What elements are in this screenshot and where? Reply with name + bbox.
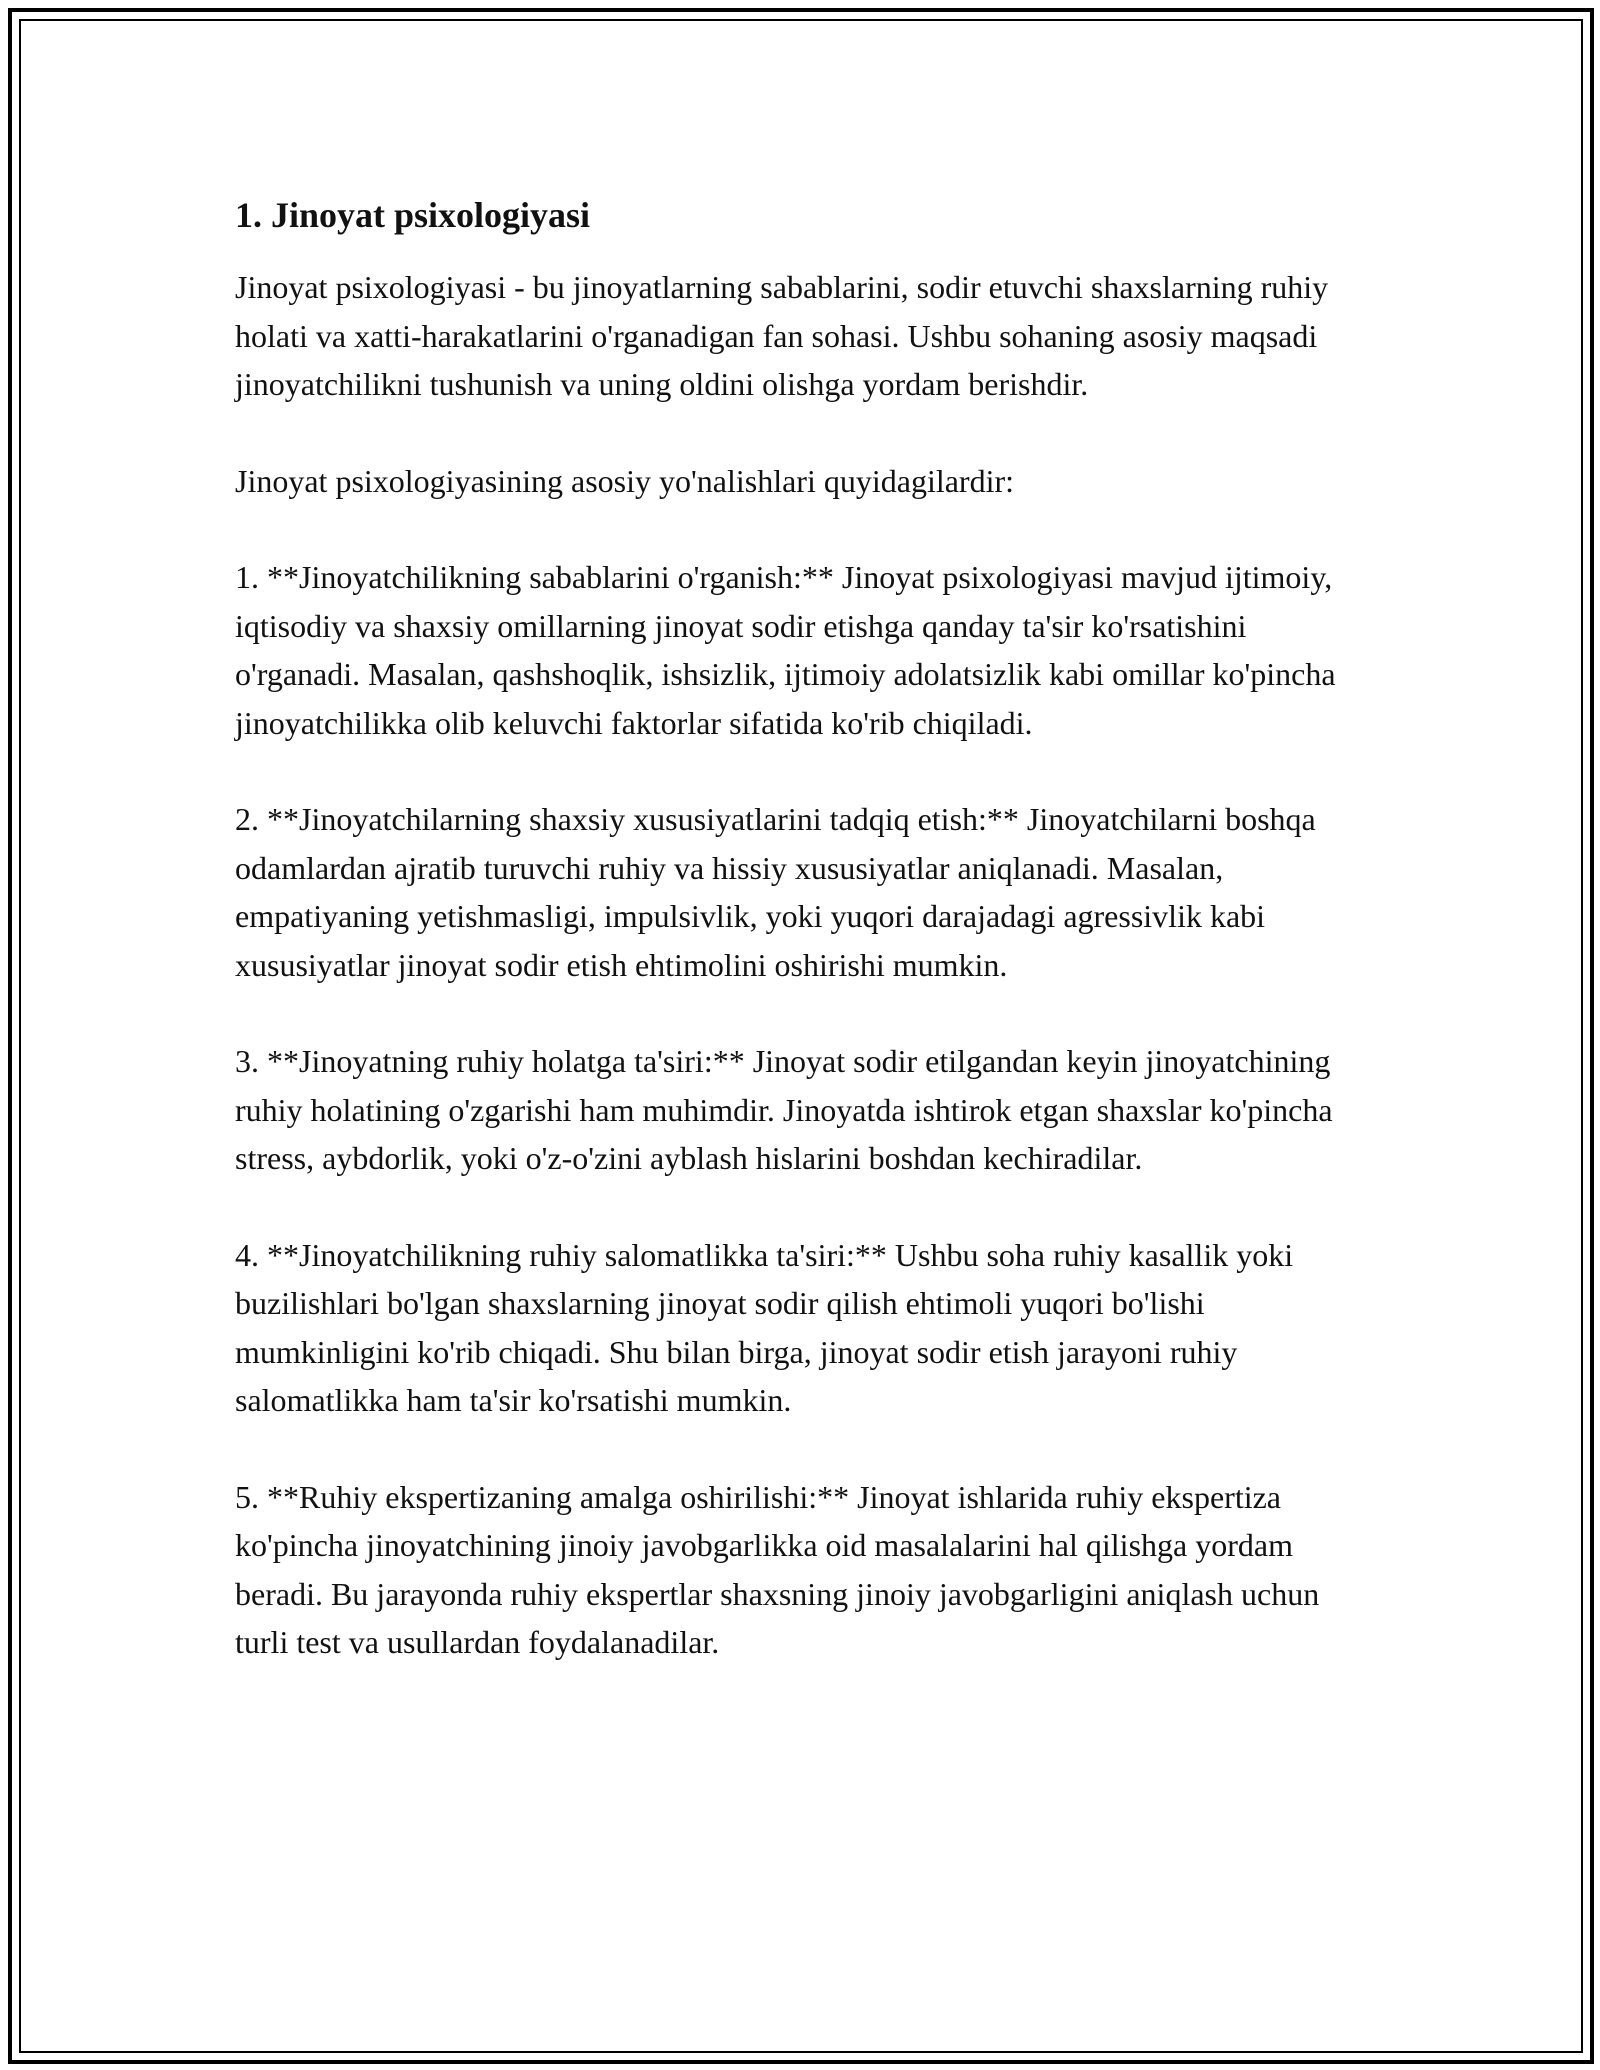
document-body xyxy=(235,186,1375,1667)
list-item-paragraph-3: 3. **Jinoyatning ruhiy holatga ta'siri:** Jinoyat sodir etilgandan keyin jinoyatchining ruhiy holatining o'zgarishi ham muhimdir. Jinoyatda ishtirok etgan shaxslar ko'pincha stress, aybdorlik, yoki o'z-o'zini ayblash hislarini boshdan kechiradilar. xyxy=(235,1043,1333,1176)
list-item-paragraph-1: 1. **Jinoyatchilikning sabablarini o'rganish:** Jinoyat psixologiyasi mavjud ijtimoiy, iqtisodiy va shaxsiy omillarning jinoyat sodir etishga qanday ta'sir ko'rsatishini o'rganadi. Masalan, qashshoqlik, ishsizlik, ijtimoiy adolatsizlik kabi omillar ko'pincha jinoyatchilikka olib keluvchi faktorlar sifatida ko'rib chiqiladi. xyxy=(235,559,1336,741)
list-item-paragraph-2: 2. **Jinoyatchilarning shaxsiy xususiyatlarini tadqiq etish:** Jinoyatchilarni boshqa odamlardan ajratib turuvchi ruhiy va hissiy xususiyatlar aniqlanadi. Masalan, empatiyaning yetishmasligi, impulsivlik, yoki yuqori darajadagi agressivlik kabi xususiyatlar jinoyat sodir etish ehtimolini oshirishi mumkin. xyxy=(235,801,1316,983)
list-item-paragraph-5: 5. **Ruhiy ekspertizaning amalga oshirilishi:** Jinoyat ishlarida ruhiy ekspertiza ko'pincha jinoyatchining jinoiy javobgarlikka oid masalalarini hal qilishga yordam beradi. Bu jarayonda ruhiy ekspertlar shaxsning jinoiy javobgarligini aniqlash uchun turli test va usullardan foydalanadilar. xyxy=(235,1478,1320,1660)
intro-paragraph: Jinoyat psixologiyasi - bu jinoyatlarning sabablarini, sodir etuvchi shaxslarning ruhiy holati va xatti-harakatlarini o'rganadigan fan sohasi. Ushbu sohaning asosiy maqsadi jinoyatchilikni tushunish va uning oldini olishga yordam berishdir. xyxy=(235,269,1329,402)
document-title: 1. Jinoyat psixologiyasi xyxy=(235,195,591,235)
directions-lead-paragraph: Jinoyat psixologiyasining asosiy yo'nalishlari quyidagilardir: xyxy=(235,462,1015,499)
list-item-paragraph-4: 4. **Jinoyatchilikning ruhiy salomatlikka ta'siri:** Ushbu soha ruhiy kasallik yoki buzilishlari bo'lgan shaxslarning jinoyat sodir qilish ehtimoli yuqori bo'lishi mumkinligini ko'rib chiqadi. Shu bilan birga, jinoyat sodir etish jarayoni ruhiy salomatlikka ham ta'sir ko'rsatishi mumkin. xyxy=(235,1236,1294,1418)
